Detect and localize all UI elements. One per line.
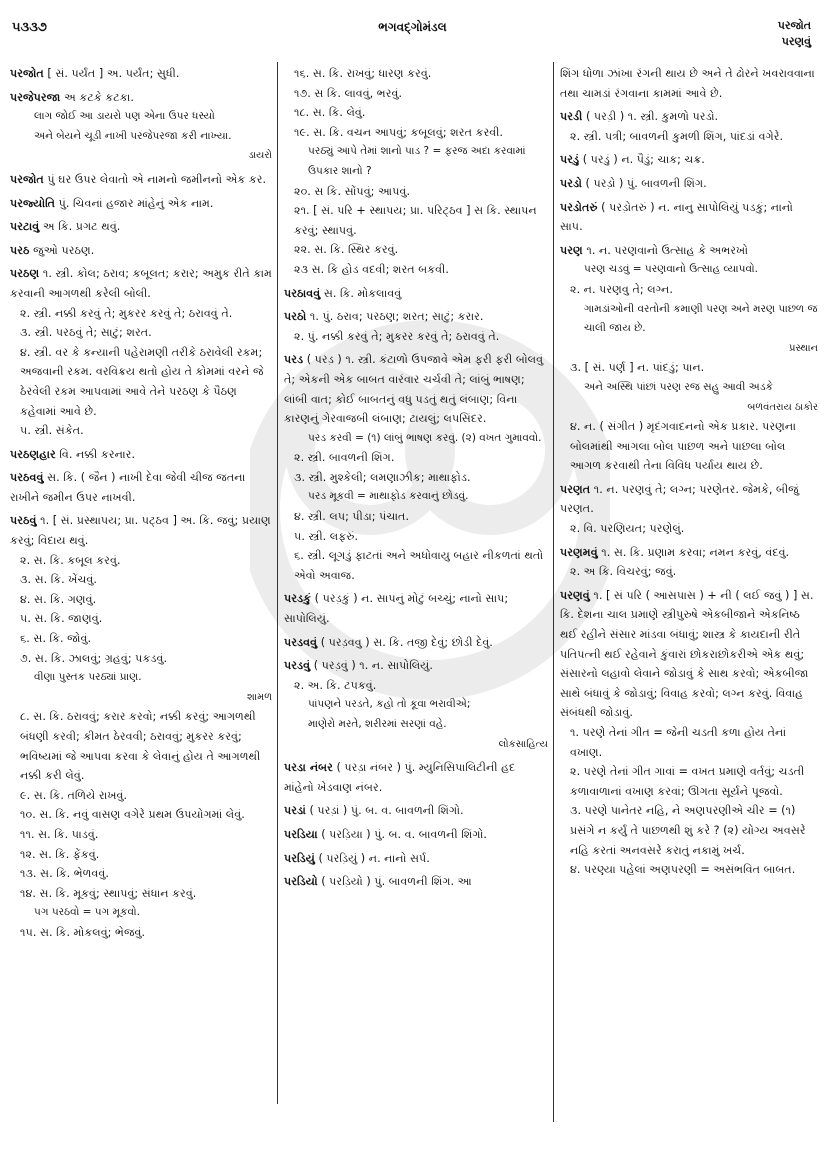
- entry-definition-line: [10, 241, 272, 261]
- quotation: પાંપણને પરડતે, કહો તો કૂવા ભરાવીએ;: [308, 698, 471, 711]
- column-divider: [277, 62, 278, 1104]
- entry-definition-line: [284, 872, 548, 892]
- continuation-text: શિંગ ધોળા ઝાંખા રંગની થાય છે અને તે ઢોરને ખવરાવવાના તથા ચામડાં રંગવાના કામમાં આવે છે.: [560, 67, 815, 100]
- dictionary-entry: [284, 849, 548, 869]
- sense-line: ૬. સ્ત્રી. લૂગડું ફાટતાં અને અધોવાયુ બહાર નીકળતાં થતો એવો અવાજ.: [294, 549, 544, 582]
- dictionary-entry: [560, 543, 818, 582]
- headword: પરણવું: [560, 588, 590, 602]
- guide-word-first: પરજોત: [777, 19, 811, 32]
- headword: પરટાવું: [10, 220, 40, 234]
- sense-line: ૩. સ્ત્રી. પરઠવું તે; સાટું; શરત.: [20, 326, 152, 340]
- entry-definition-line: [560, 480, 818, 519]
- sense-line: ૧૧. સ. કિ. પાડવું.: [20, 827, 99, 841]
- dictionary-entry: [560, 586, 818, 880]
- headword: પરઠણહાર: [10, 447, 56, 461]
- headword: પરડો: [560, 176, 582, 190]
- headword: પરઠ: [10, 243, 30, 257]
- definition: ( પરડ઼િયો ) પું. બાવળની શિંગ. આ: [321, 875, 472, 889]
- sense-line: ૧૮. સ. કિ. લેવું.: [294, 106, 366, 120]
- sense-line: ૫. સ્ત્રી. લફરું.: [294, 529, 358, 543]
- dictionary-entry: [10, 194, 272, 214]
- dictionary-entry: [10, 64, 272, 84]
- sense-line: ૧૯. સ. કિ. વચન આપવું; કબૂલવું; શરત કરવી.: [294, 125, 503, 139]
- dictionary-entry: [284, 825, 548, 845]
- dictionary-entry: [560, 174, 818, 194]
- page-title: ભગવદ્ગોમંડલ: [378, 20, 447, 34]
- quotation: લાગ જોઈ આ ડાયરો પણ એના ઉપર ધસ્યો: [34, 110, 215, 123]
- sense-line: ૭. સ. કિ. ઝાલવું; ગ્રહવું; પકડવું.: [20, 651, 168, 665]
- headword: પરડવું: [284, 659, 311, 673]
- definition: વિ. નક્કી કરનાર.: [59, 447, 136, 461]
- quote-source: શામળ: [246, 691, 272, 703]
- quotation: પગ પરઠવો = પગ મૂકવો.: [34, 906, 140, 919]
- definition: ૧. પું. ઠરાવ; પરઠણ; શરત; સાટું; કરાર.: [309, 310, 484, 324]
- dictionary-entry: [284, 307, 548, 346]
- sense-line: ૪. પરણ્યા પહેલાં અણપરણી = અસંભવિત બાબત.: [570, 863, 796, 877]
- dictionary-entry: [560, 480, 818, 539]
- sense-line: ૩. સ્ત્રી. મુશ્કેલી; લમણાઝીક; માથાફોડ.: [294, 470, 471, 484]
- definition: ( પરડ઼કું ) ન. સાપનું મોટું બચ્ચું; નાનો સાપ; સાપોલિયું.: [284, 592, 509, 626]
- sense-line: ૩. પરણે પાનેતર નહિ, ને અણપરણીએ ચીર = (૧) પ્રસંગે ન કર્યું તે પાછળથી શું કરે ? (૨) યોગ્ય અવસરે નહિ કરતાં અનવસરે કરાતું નકામું ખર્ચ.: [570, 804, 806, 857]
- definition: ( પરડ઼ાં ) પું. બ. વ. બાવળની શિંગો.: [309, 804, 464, 818]
- entry-definition-line: [10, 88, 272, 108]
- sense-line: ૨૨. સ. કિ. સ્થિર કરવું.: [294, 243, 399, 257]
- dictionary-entry: [284, 633, 548, 653]
- headword: પરડા નંબર: [284, 761, 333, 775]
- dictionary-entry: [284, 758, 548, 797]
- quote-source: ડાયરો: [248, 150, 272, 162]
- headword: પરડિયો: [284, 875, 318, 889]
- sense-line: ૨. સ્ત્રી. નક્કી કરવું તે; મુકરર કરવું તે; ઠરાવવું તે.: [20, 306, 233, 320]
- headword: પરઠાવવું: [284, 286, 321, 300]
- entry-definition-line: [284, 284, 548, 304]
- sense-line: ૪. સ્ત્રી. લપ; પીડા; પંચાત.: [294, 510, 410, 524]
- definition: પું ઘર ઉપર લેવાતો એ નામનો જમીનનો એક કર.: [47, 172, 267, 186]
- quotation: પરડ મૂકવી = માથાફોડ કરવાનું છોડવું.: [308, 490, 469, 503]
- entry-definition-line: [560, 241, 818, 261]
- definition: ૧. સ્ત્રી. કોલ; ઠરાવ; કબૂલત; કરાર; અમુક રીતે કામ કરવાની આગળથી કરેલી બોલી.: [10, 267, 272, 300]
- headword: પરણત: [560, 482, 591, 496]
- sense-line: ૪. સ. કિ. ગણવું.: [20, 592, 97, 606]
- entry-definition-line: [560, 107, 818, 127]
- sense-line: ૧૨. સ. કિ. ફેંકવું.: [20, 847, 100, 861]
- sense-line: ૧૩. સ. કિ. ભેળવવું.: [20, 867, 109, 881]
- definition: જુઓ પરઠણ.: [33, 243, 95, 257]
- dictionary-entry: [284, 350, 548, 585]
- dictionary-entry: [560, 64, 818, 103]
- headword: પરડિયા: [284, 827, 318, 841]
- definition: ( પરડ઼ી ) ૧. સ્ત્રી. કુમળો પરડો.: [585, 110, 719, 124]
- dictionary-entry: [284, 801, 548, 821]
- definition: અ કિ. પ્રગટ થવું.: [42, 220, 121, 234]
- sense-line: ૧૭. સ કિ. લાવવું, ભરવું.: [294, 86, 403, 100]
- definition: ( પરડ઼ો ) પું. બાવળની શિંગ.: [585, 176, 707, 190]
- quotation: અને બેયને ચૂડી નાખી પરજેપરજા કરી નાખ્યા.: [34, 129, 232, 142]
- dictionary-entry: [10, 468, 272, 507]
- guide-words: [778, 18, 811, 50]
- entry-definition-line: [10, 264, 272, 303]
- sense-line: ૨. વિ. પરણિયત; પરણેલું.: [570, 522, 685, 536]
- quote-source: લોકસાહિત્ય: [498, 738, 548, 750]
- dictionary-entry: [284, 284, 548, 304]
- definition: અ કટકે કટકા.: [64, 90, 134, 104]
- sense-line: ૧. પરણે તેનાં ગીત = જેની ચડતી કળા હોય તેનાં વખાણ.: [570, 726, 787, 759]
- dictionary-entry: [10, 217, 272, 237]
- sense-line: ૪. સ્ત્રી. વર કે કન્યાની પહેરામણી તરીકે ઠરાવેલી રકમ; અજવાની રકમ. વરવિક્રય થતો હોય તે કોમમાં વરને જે ઠેરવેલી રકમ આપવામાં આવે તેને પરઠણ કે પૈઠણ કહેવામાં આવે છે.: [20, 345, 264, 418]
- quotation: પરડ કરવી = (૧) લાંબું ભાષણ કરવું. (૨) વખત ગુમાવવો.: [308, 431, 542, 444]
- guide-word-last: પરણવું: [781, 35, 811, 48]
- definition: સ. કિ. ( જૈન ) નાખી દેવા જેવી ચીજ જતના રાખીને જમીન ઉપર નાખવી.: [10, 471, 246, 504]
- entry-definition-line: [284, 825, 548, 845]
- sense-line: ૨૦. સ કિ. સોંપવું; આપવું.: [294, 184, 411, 198]
- entry-definition-line: [284, 801, 548, 821]
- dictionary-entry: [10, 445, 272, 465]
- page-number: ૫૩૩૭: [12, 20, 47, 35]
- dictionary-entry: [284, 64, 548, 280]
- entry-definition-line: [284, 849, 548, 869]
- headword: પરડું: [560, 153, 580, 167]
- dictionary-entry: [560, 107, 818, 146]
- dictionary-entry: [284, 589, 548, 628]
- sense-line: ૨. ન. પરણવુ તે; લગ્ન.: [570, 282, 673, 296]
- definition: ૧. [ સં પરિ ( આસપાસ ) + ની ( લઈ જવું ) ] સ. કિ. દેશના ચાલ પ્રમાણે સ્ત્રીપુરુષે એકબીજાને એકનિષ્ઠ થઈ રહીને સંસાર માંડવા બંધાવું; શાસ્ત્ર કે કાયદાની રીતે પતિપત્ની થઈ રહેવાને કુંવારાં છોકરાછોકરીએ એક થવું; સંસારનો લહાવો લેવાને જોડાવું કે સાથ કરવો; એકબીજા સાથે બંધાવું કે જોડાવું; વિવાહ કરવો; લગ્ન કરવું. વિવાહ સંબંધથી જોડાવું.: [560, 588, 814, 720]
- quotation: માણેરો મરતે, શરીરમાં સરણાં વહે.: [308, 718, 447, 730]
- headword: પરડોતરું: [560, 200, 598, 214]
- definition: ( પરડ઼ોતરું ) ન. નાનુ સાપોલિયું પડકું; નાનો સાપ.: [560, 200, 793, 234]
- entry-definition-line: [560, 174, 818, 194]
- headword: પરણ: [560, 243, 583, 257]
- sense-line: ૨. પું. નક્કી કરવું તે; મુકરર કરવું તે; ઠરાવવું તે.: [294, 329, 500, 343]
- dictionary-entry: [10, 264, 272, 440]
- sense-line: ૬. સ. કિ. જોવું.: [20, 632, 91, 646]
- definition: [ સં. પર્યંત ] અ. પર્યંત; સુધી.: [47, 67, 180, 80]
- column-3: [560, 64, 818, 884]
- entry-definition-line: [10, 170, 272, 190]
- definition: ૧. [ સં. પ્રસ્થાપય; પ્રા. પટ્ઠવ ] અ. કિ. જવું; પ્રયાણ કરવું; વિદાય થવું.: [10, 514, 271, 548]
- headword: પરજોત: [10, 67, 44, 80]
- sense-line: ૫. સ્ત્રી. સંકેત.: [20, 424, 84, 438]
- column-2: [284, 64, 548, 896]
- dictionary-entry: [284, 656, 548, 754]
- sense-line: ૨૧. [ સં. પરિ + સ્થાપય; પ્રા. પરિટ્ઠવ ] સ કિ. સ્થાપન કરવું; સ્થાપવું.: [294, 204, 537, 237]
- entry-definition-line: [10, 217, 272, 237]
- page-header: [0, 0, 825, 60]
- definition: ( પરડ઼િયું ) ન. નાનો સર્પ.: [318, 851, 430, 865]
- definition: પું. ચિવનાં હજાર માંહેનું એક નામ.: [58, 196, 214, 210]
- sense-line: ૨. સ્ત્રી. પત્રી; બાવળની કુમળી શિંગ, પાંદડાં વગેરે.: [570, 129, 784, 143]
- sense-line: ૮. સ. કિ. ઠરાવવું; કરાર કરવો; નક્કી કરવું; આગળથી બંધણી કરવી; કીમત ઠેરવવી; ઠરાવવું; મુકરર કરવું; ભવિષ્યમાં જે આપવા કરવા કે લેવાનું હોય તે આગળથી નક્કી કરી લેવું.: [20, 710, 261, 783]
- definition: ૧. ન. પરણવું તે; લગ્ન; પરણેતર. જેમકે, બીજું પરણત.: [560, 482, 799, 516]
- sense-line: ૫. સ. કિ. જાણવું.: [20, 612, 103, 626]
- column-1: [10, 64, 272, 947]
- headword: પરઠણ: [10, 267, 40, 281]
- sense-line: ૨૩ સ. કિ હોડ વદવી; શરત બકવી.: [294, 262, 449, 276]
- entry-definition-line: [560, 198, 818, 237]
- entry-definition-line: [560, 586, 818, 723]
- definition: ( પરડ઼ા નંબર ) પું. મ્યુનિસિપાલિટીની હદ માંહેનો ખેડવાણ નંબર.: [284, 761, 516, 794]
- sense-line: ૨. સ્ત્રી. બાવળની શિંગ.: [294, 451, 395, 465]
- entry-definition-line: [284, 656, 548, 676]
- column-divider: [553, 62, 554, 1122]
- sense-line: ૨. અ કિ. વિચરવું; જવું.: [570, 565, 677, 579]
- entry-definition-line: [10, 194, 272, 214]
- dictionary-entry: [560, 150, 818, 170]
- sense-line: ૧૦. સ. કિ. નવું વાસણ વગેરે પ્રથમ ઉપયોગમાં લેવું.: [20, 808, 245, 822]
- sense-line: ૨. અ. કિ. ટપકવું.: [294, 678, 377, 692]
- headword: પરઠવું: [10, 514, 37, 528]
- quote-source: પ્રસ્થાન: [788, 342, 818, 354]
- dictionary-entry: [10, 511, 272, 942]
- entry-definition-line: [284, 758, 548, 797]
- definition: ( પરડ઼ું ) ન. પૈડું; ચાક; ચક્ર.: [582, 153, 705, 167]
- definition: ( પરડ઼ ) ૧. સ્ત્રી. કંટાળો ઉપજાવે એમ ફરી ફરી બોલવું તે; એકની એક બાબત વારંવાર ચર્ચવી તે; લાંબું ભાષણ; લાંબી વાત; કોઈ બાબતનું વધુ પડતું થતું લંબાણ; વિના કારણનું ગેરવાજબી લંબાણ; ટાયલું; લપસિંદર.: [284, 353, 544, 426]
- definition: સ. કિ. મોકલાવવું: [323, 286, 402, 300]
- sense-line: ૯. સ. કિ. તળિયે રાખવું.: [20, 788, 128, 802]
- definition: ૧. ન. પરણવાનો ઉત્સાહ કે અભરખો: [586, 243, 749, 257]
- definition: ૧. સ. કિ. પ્રણામ કરવા; નમન કરવું, વંદવું.: [601, 545, 790, 559]
- entry-definition-line: [10, 511, 272, 550]
- headword: પરડાં: [284, 804, 306, 818]
- sense-line: ૧૪. સ. કિ. મૂકવું; સ્થાપવું; સંધાન કરવું.: [20, 886, 197, 900]
- headword: પરડિયું: [284, 851, 315, 865]
- sense-line: ૧૬. સ. કિ. રાખવું; ધારણ કરવું.: [294, 67, 432, 80]
- sense-line: ૨. સ. કિ. કબૂલ કરવું.: [20, 553, 121, 567]
- sense-line: ૩. [ સં. પર્ણ ] ન. પાંદડું; પાન.: [570, 361, 705, 375]
- quotation: ગામડાંઓની વરતોની કમાણી પરણ અને મરણ પાછળ જ ચાલી જાય છે.: [584, 302, 818, 335]
- entry-definition-line: [284, 350, 548, 428]
- headword: પરડ: [284, 353, 304, 367]
- dictionary-entry: [560, 198, 818, 237]
- quote-source: બળવંતરાય ઠાકોર: [747, 401, 818, 413]
- dictionary-entry: [10, 170, 272, 190]
- quotation: પરણ ચડવું = પરણવાનો ઉત્સાહ વ્યાપવો.: [584, 263, 758, 276]
- entry-definition-line: [10, 64, 272, 84]
- entry-definition-line: [560, 543, 818, 563]
- sense-line: ૧૫. સ. કિ. મોકલવું; ભેજવું.: [20, 925, 146, 939]
- headword: પરઠો: [284, 310, 307, 324]
- sense-line: ૪. ન. ( સંગીત ) મૃદંગવાદનનો એક પ્રકાર. પરણના બોલમાંથી આગલા બોલ પાછળ અને પાછલા બોલ આગળ કરવાથી તેના વિવિધ પર્યાય થાય છે.: [570, 420, 796, 473]
- definition: ( પરડ઼વવુ ) સ. કિ. તજી દેવું; છોડી દેવું.: [320, 635, 493, 649]
- sense-line: ૩. સ. કિ. ખેંચવું.: [20, 573, 97, 587]
- dictionary-entry: [284, 872, 548, 892]
- entry-definition-line: [10, 445, 272, 465]
- headword: પરજ્યોતિ: [10, 196, 56, 210]
- dictionary-entry: [10, 241, 272, 261]
- headword: પરડી: [560, 110, 583, 124]
- entry-definition-line: [284, 589, 548, 628]
- sense-line: ૨. પરણે તેનાં ગીત ગાવાં = વખત પ્રમાણે વર્તવું; ચડતી કળાવાળાનાં વખાણ કરવાં; ઊગતા સૂર્યને પૂજવો.: [570, 765, 805, 798]
- entry-definition-line: [284, 633, 548, 653]
- definition: ( પરડ઼વું ) ૧. ન. સાપોલિયું.: [313, 659, 433, 673]
- headword: પરજોત: [10, 172, 44, 186]
- dictionary-entry: [560, 241, 818, 476]
- headword: પરઠવવું: [10, 471, 44, 485]
- quotation: પરઠ્યું આપે તેમાં શાનો પાડ ? = ફરજ અદા કરવામાં ઉપકાર શાનો ?: [308, 145, 526, 177]
- headword: પરડકું: [284, 592, 312, 606]
- entry-definition-line: [560, 150, 818, 170]
- dictionary-entry: [10, 88, 272, 166]
- quotation: વીણા પુસ્તક પરઠ્યાં પ્રાણ.: [34, 671, 142, 684]
- headword: પરડવવું: [284, 635, 318, 649]
- entry-definition-line: [10, 468, 272, 507]
- headword: પરજેપરજા: [10, 90, 61, 104]
- entry-definition-line: [284, 307, 548, 327]
- quotation: અને અસ્થિ પાંછાં પરણ રજ સહુ આવી અડકે: [584, 380, 773, 393]
- definition: ( પરડ઼િયા ) પું. બ. વ. બાવળની શિંગો.: [321, 827, 487, 841]
- headword: પરણમવું: [560, 545, 598, 559]
